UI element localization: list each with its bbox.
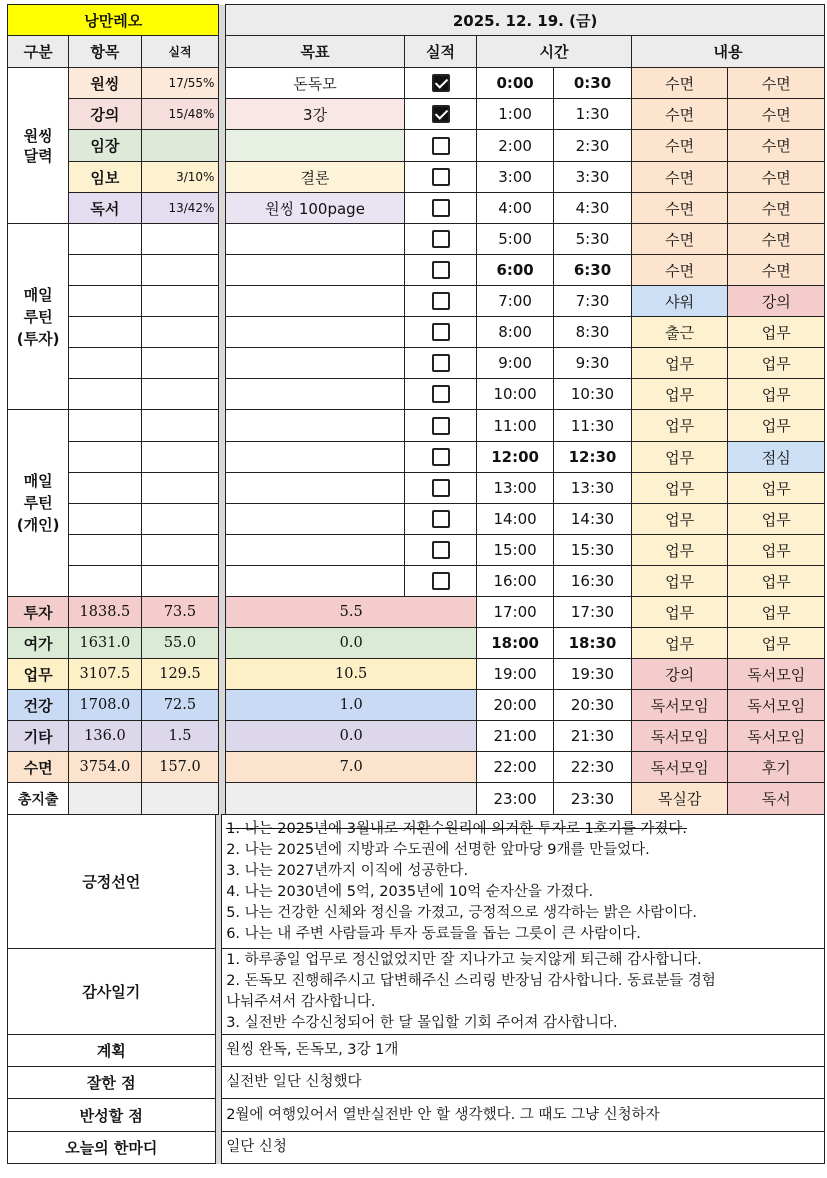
content-second-half[interactable]: 독서모임 <box>728 721 825 752</box>
content-second-half[interactable]: 후기 <box>728 752 825 783</box>
gratitude-line: 3. 실전반 수강신청되어 한 달 몰입할 기회 주어져 감사합니다. <box>226 1014 618 1031</box>
content-first-half[interactable]: 업무 <box>631 628 728 659</box>
routine-goal[interactable] <box>226 442 405 473</box>
routine-goal[interactable] <box>226 224 405 255</box>
onething-progress: 3/10% <box>141 162 219 193</box>
gratitude-line: 나눠주셔서 감사합니다. <box>226 993 376 1010</box>
planner-row <box>8 410 825 442</box>
planner-row <box>8 628 825 659</box>
time-end: 21:30 <box>554 721 632 752</box>
planner-row <box>8 752 825 783</box>
affirmation-line: 1. 나는 2025년에 3월내로 저환수원리에 의거한 투자로 1호기를 가졌다. <box>226 820 688 837</box>
checkbox-icon[interactable] <box>432 261 450 279</box>
result-checkbox-cell[interactable] <box>404 162 476 193</box>
summary-total: 1631.0 <box>69 628 141 659</box>
col-content: 내용 <box>631 36 824 68</box>
group-routine-invest: 매일 루틴 (투자) <box>8 224 69 410</box>
time-end: 1:30 <box>554 99 632 130</box>
affirmation-line: 4. 나는 2030년에 5억, 2035년에 10억 순자산을 가졌다. <box>226 883 594 900</box>
time-end: 20:30 <box>554 690 632 721</box>
col-goal: 목표 <box>226 36 405 68</box>
onething-progress: 13/42% <box>141 193 219 224</box>
onething-item: 원씽 <box>69 68 141 99</box>
content-first-half[interactable]: 수면 <box>631 130 728 162</box>
checkbox-icon[interactable] <box>432 572 450 590</box>
summary-total: 3107.5 <box>69 659 141 690</box>
result-checkbox-cell[interactable] <box>404 348 476 379</box>
result-checkbox-cell[interactable] <box>404 193 476 224</box>
checkbox-checked-icon[interactable] <box>432 105 450 123</box>
routine-item[interactable] <box>69 410 141 442</box>
col-time: 시간 <box>477 36 632 68</box>
routine-result[interactable] <box>141 317 219 348</box>
summary-today: 5.5 <box>226 597 477 628</box>
summary-label: 업무 <box>8 659 69 690</box>
content-second-half[interactable]: 수면 <box>728 193 825 224</box>
content-second-half[interactable]: 독서모임 <box>728 659 825 690</box>
content-second-half[interactable]: 업무 <box>728 535 825 566</box>
time-start: 15:00 <box>477 535 554 566</box>
checkbox-icon[interactable] <box>432 199 450 217</box>
plan-text: 원씽 완독, 돈독모, 3강 1개 <box>222 1035 825 1067</box>
affirmation-line: 3. 나는 2027년까지 이직에 성공한다. <box>226 862 469 879</box>
well-done-text: 실전반 일단 신청했다 <box>222 1067 825 1099</box>
planner-row <box>8 566 825 597</box>
routine-result[interactable] <box>141 504 219 535</box>
content-first-half[interactable]: 샤워 <box>631 286 728 317</box>
summary-hours: 1.5 <box>141 721 219 752</box>
time-start: 3:00 <box>477 162 554 193</box>
routine-item[interactable] <box>69 504 141 535</box>
time-start: 4:00 <box>477 193 554 224</box>
result-checkbox-cell[interactable] <box>404 442 476 473</box>
time-end: 23:30 <box>554 783 632 815</box>
checkbox-icon[interactable] <box>432 323 450 341</box>
time-start: 22:00 <box>477 752 554 783</box>
reflect-label: 반성할 점 <box>8 1099 216 1132</box>
planner-row <box>8 317 825 348</box>
affirmation-line: 2. 나는 2025년에 지방과 수도권에 선명한 앞마당 9개를 만들었다. <box>226 841 650 858</box>
onething-goal: 결론 <box>226 162 405 193</box>
planner-row <box>8 99 825 130</box>
content-first-half[interactable]: 업무 <box>631 504 728 535</box>
col-item: 항목 <box>69 36 141 68</box>
gratitude-line: 1. 하루종일 업무로 정신없었지만 잘 지나가고 늦지않게 퇴근해 감사합니다. <box>226 951 702 968</box>
routine-goal[interactable] <box>226 379 405 410</box>
time-start: 17:00 <box>477 597 554 628</box>
summary-hours: 55.0 <box>141 628 219 659</box>
routine-result[interactable] <box>141 410 219 442</box>
routine-goal[interactable] <box>226 348 405 379</box>
content-first-half[interactable]: 출근 <box>631 317 728 348</box>
planner-row <box>8 442 825 473</box>
planner-row <box>8 193 825 224</box>
checkbox-icon[interactable] <box>432 354 450 372</box>
routine-goal[interactable] <box>226 255 405 286</box>
time-start: 16:00 <box>477 566 554 597</box>
time-start: 10:00 <box>477 379 554 410</box>
time-end: 15:30 <box>554 535 632 566</box>
routine-result[interactable] <box>141 224 219 255</box>
time-start: 23:00 <box>477 783 554 815</box>
planner-table <box>7 4 825 815</box>
time-start: 0:00 <box>477 68 554 99</box>
result-checkbox-cell[interactable] <box>404 566 476 597</box>
time-start: 2:00 <box>477 130 554 162</box>
onething-item: 임보 <box>69 162 141 193</box>
summary-today: 0.0 <box>226 628 477 659</box>
time-start: 5:00 <box>477 224 554 255</box>
summary-label: 여가 <box>8 628 69 659</box>
col-result: 실적 <box>404 36 476 68</box>
time-start: 18:00 <box>477 628 554 659</box>
content-second-half[interactable]: 수면 <box>728 99 825 130</box>
group-routine-personal: 매일 루틴 (개인) <box>8 410 69 597</box>
routine-item[interactable] <box>69 442 141 473</box>
routine-item[interactable] <box>69 348 141 379</box>
time-start: 20:00 <box>477 690 554 721</box>
time-end: 13:30 <box>554 473 632 504</box>
content-first-half[interactable]: 목실감 <box>631 783 728 815</box>
content-first-half[interactable]: 업무 <box>631 597 728 628</box>
result-checkbox-cell[interactable] <box>404 504 476 535</box>
time-end: 3:30 <box>554 162 632 193</box>
planner-row <box>8 130 825 162</box>
summary-hours <box>141 783 219 815</box>
planner-row <box>8 659 825 690</box>
gratitude-label: 감사일기 <box>8 949 216 1035</box>
affirmations-list <box>222 815 825 949</box>
onething-progress: 15/48% <box>141 99 219 130</box>
checkbox-checked-icon[interactable] <box>432 74 450 92</box>
time-end: 11:30 <box>554 410 632 442</box>
content-first-half[interactable]: 수면 <box>631 99 728 130</box>
time-end: 0:30 <box>554 68 632 99</box>
onething-goal: 돈독모 <box>226 68 405 99</box>
time-end: 18:30 <box>554 628 632 659</box>
content-second-half[interactable]: 점심 <box>728 442 825 473</box>
routine-item[interactable] <box>69 473 141 504</box>
routine-result[interactable] <box>141 255 219 286</box>
time-end: 17:30 <box>554 597 632 628</box>
planner-title: 낭만레오 <box>8 5 219 36</box>
routine-result[interactable] <box>141 286 219 317</box>
time-end: 6:30 <box>554 255 632 286</box>
time-start: 11:00 <box>477 410 554 442</box>
content-second-half[interactable]: 업무 <box>728 410 825 442</box>
content-first-half[interactable]: 업무 <box>631 442 728 473</box>
journal-table <box>7 814 825 1164</box>
summary-today: 0.0 <box>226 721 477 752</box>
content-second-half[interactable]: 업무 <box>728 628 825 659</box>
content-first-half[interactable]: 업무 <box>631 379 728 410</box>
planner-row <box>8 473 825 504</box>
today-word-text: 일단 신청 <box>222 1132 825 1164</box>
planner-date: 2025. 12. 19. (금) <box>226 5 825 36</box>
time-start: 13:00 <box>477 473 554 504</box>
content-second-half[interactable]: 독서 <box>728 783 825 815</box>
affirmations-label: 긍정선언 <box>8 815 216 949</box>
col-result-small: 실적 <box>141 36 219 68</box>
onething-item: 임장 <box>69 130 141 162</box>
result-checkbox-cell[interactable] <box>404 68 476 99</box>
onething-goal <box>226 130 405 162</box>
time-end: 9:30 <box>554 348 632 379</box>
time-start: 12:00 <box>477 442 554 473</box>
planner-row <box>8 224 825 255</box>
content-second-half[interactable]: 업무 <box>728 504 825 535</box>
affirmation-line: 5. 나는 건강한 신체와 정신을 가졌고, 긍정적으로 생각하는 밝은 사람이다. <box>226 904 697 921</box>
gratitude-list <box>222 949 825 1035</box>
checkbox-icon[interactable] <box>432 385 450 403</box>
routine-item[interactable] <box>69 224 141 255</box>
routine-result[interactable] <box>141 566 219 597</box>
summary-label: 기타 <box>8 721 69 752</box>
onething-goal: 원씽 100page <box>226 193 405 224</box>
planner-sheet <box>7 4 825 1164</box>
time-start: 21:00 <box>477 721 554 752</box>
content-first-half[interactable]: 독서모임 <box>631 721 728 752</box>
content-second-half[interactable]: 강의 <box>728 286 825 317</box>
content-second-half[interactable]: 업무 <box>728 597 825 628</box>
time-start: 9:00 <box>477 348 554 379</box>
planner-row <box>8 504 825 535</box>
result-checkbox-cell[interactable] <box>404 130 476 162</box>
planner-row <box>8 255 825 286</box>
result-checkbox-cell[interactable] <box>404 473 476 504</box>
summary-today: 1.0 <box>226 690 477 721</box>
checkbox-icon[interactable] <box>432 479 450 497</box>
content-second-half[interactable]: 독서모임 <box>728 690 825 721</box>
summary-hours: 157.0 <box>141 752 219 783</box>
routine-result[interactable] <box>141 379 219 410</box>
routine-item[interactable] <box>69 286 141 317</box>
planner-row <box>8 721 825 752</box>
result-checkbox-cell[interactable] <box>404 286 476 317</box>
content-second-half[interactable]: 업무 <box>728 473 825 504</box>
content-first-half[interactable]: 업무 <box>631 566 728 597</box>
content-second-half[interactable]: 업무 <box>728 379 825 410</box>
onething-progress <box>141 130 219 162</box>
summary-today <box>226 783 477 815</box>
routine-item[interactable] <box>69 317 141 348</box>
onething-progress: 17/55% <box>141 68 219 99</box>
summary-label: 수면 <box>8 752 69 783</box>
group-onething: 원씽 달력 <box>8 68 69 224</box>
routine-goal[interactable] <box>226 535 405 566</box>
planner-row <box>8 286 825 317</box>
content-first-half[interactable]: 업무 <box>631 348 728 379</box>
time-end: 4:30 <box>554 193 632 224</box>
time-end: 16:30 <box>554 566 632 597</box>
planner-row <box>8 690 825 721</box>
result-checkbox-cell[interactable] <box>404 535 476 566</box>
routine-item[interactable] <box>69 255 141 286</box>
time-end: 5:30 <box>554 224 632 255</box>
content-first-half[interactable]: 독서모임 <box>631 752 728 783</box>
content-first-half[interactable]: 업무 <box>631 535 728 566</box>
summary-total: 3754.0 <box>69 752 141 783</box>
time-start: 19:00 <box>477 659 554 690</box>
planner-row <box>8 535 825 566</box>
time-start: 8:00 <box>477 317 554 348</box>
content-first-half[interactable]: 강의 <box>631 659 728 690</box>
routine-goal[interactable] <box>226 410 405 442</box>
planner-row <box>8 162 825 193</box>
summary-label: 투자 <box>8 597 69 628</box>
reflect-text: 2월에 여행있어서 열반실전반 안 할 생각했다. 그 때도 그냥 신청하자 <box>222 1099 825 1132</box>
summary-hours: 73.5 <box>141 597 219 628</box>
routine-result[interactable] <box>141 442 219 473</box>
routine-result[interactable] <box>141 348 219 379</box>
onething-item: 독서 <box>69 193 141 224</box>
today-word-label: 오늘의 한마디 <box>8 1132 216 1164</box>
content-second-half[interactable]: 수면 <box>728 255 825 286</box>
time-end: 22:30 <box>554 752 632 783</box>
gratitude-line: 2. 돈독모 진행해주시고 답변해주신 스리링 반장님 감사합니다. 동료분들 경험 <box>226 972 716 989</box>
planner-row <box>8 597 825 628</box>
summary-total <box>69 783 141 815</box>
planner-row <box>8 348 825 379</box>
summary-total: 136.0 <box>69 721 141 752</box>
routine-result[interactable] <box>141 535 219 566</box>
content-first-half[interactable]: 독서모임 <box>631 690 728 721</box>
time-end: 14:30 <box>554 504 632 535</box>
time-end: 19:30 <box>554 659 632 690</box>
onething-item: 강의 <box>69 99 141 130</box>
time-end: 2:30 <box>554 130 632 162</box>
plan-label: 계획 <box>8 1035 216 1067</box>
checkbox-icon[interactable] <box>432 137 450 155</box>
time-start: 6:00 <box>477 255 554 286</box>
content-first-half[interactable]: 수면 <box>631 224 728 255</box>
time-start: 7:00 <box>477 286 554 317</box>
summary-today: 7.0 <box>226 752 477 783</box>
routine-item[interactable] <box>69 535 141 566</box>
time-end: 10:30 <box>554 379 632 410</box>
routine-goal[interactable] <box>226 317 405 348</box>
result-checkbox-cell[interactable] <box>404 317 476 348</box>
time-end: 7:30 <box>554 286 632 317</box>
content-second-half[interactable]: 업무 <box>728 348 825 379</box>
summary-total: 1708.0 <box>69 690 141 721</box>
col-category: 구분 <box>8 36 69 68</box>
planner-row <box>8 68 825 99</box>
content-second-half[interactable]: 수면 <box>728 162 825 193</box>
content-second-half[interactable]: 수면 <box>728 224 825 255</box>
content-second-half[interactable]: 수면 <box>728 130 825 162</box>
checkbox-icon[interactable] <box>432 417 450 435</box>
content-first-half[interactable]: 업무 <box>631 410 728 442</box>
summary-today: 10.5 <box>226 659 477 690</box>
time-start: 1:00 <box>477 99 554 130</box>
content-first-half[interactable]: 수면 <box>631 68 728 99</box>
planner-row <box>8 379 825 410</box>
summary-hours: 129.5 <box>141 659 219 690</box>
well-done-label: 잘한 점 <box>8 1067 216 1099</box>
checkbox-icon[interactable] <box>432 292 450 310</box>
result-checkbox-cell[interactable] <box>404 224 476 255</box>
summary-hours: 72.5 <box>141 690 219 721</box>
routine-goal[interactable] <box>226 566 405 597</box>
checkbox-icon[interactable] <box>432 448 450 466</box>
routine-item[interactable] <box>69 379 141 410</box>
routine-result[interactable] <box>141 473 219 504</box>
checkbox-icon[interactable] <box>432 230 450 248</box>
summary-label: 건강 <box>8 690 69 721</box>
result-checkbox-cell[interactable] <box>404 379 476 410</box>
time-end: 8:30 <box>554 317 632 348</box>
content-first-half[interactable]: 수면 <box>631 193 728 224</box>
content-first-half[interactable]: 수면 <box>631 162 728 193</box>
summary-total: 1838.5 <box>69 597 141 628</box>
onething-goal: 3강 <box>226 99 405 130</box>
content-first-half[interactable]: 업무 <box>631 473 728 504</box>
affirmation-line: 6. 나는 내 주변 사람들과 투자 동료들을 돕는 그릇이 큰 사람이다. <box>226 925 641 942</box>
planner-row <box>8 783 825 815</box>
routine-goal[interactable] <box>226 473 405 504</box>
summary-label: 총지출 <box>8 783 69 815</box>
result-checkbox-cell[interactable] <box>404 99 476 130</box>
checkbox-icon[interactable] <box>432 168 450 186</box>
checkbox-icon[interactable] <box>432 541 450 559</box>
time-start: 14:00 <box>477 504 554 535</box>
content-second-half[interactable]: 수면 <box>728 68 825 99</box>
routine-item[interactable] <box>69 566 141 597</box>
result-checkbox-cell[interactable] <box>404 255 476 286</box>
routine-goal[interactable] <box>226 504 405 535</box>
content-second-half[interactable]: 업무 <box>728 317 825 348</box>
routine-goal[interactable] <box>226 286 405 317</box>
content-second-half[interactable]: 업무 <box>728 566 825 597</box>
result-checkbox-cell[interactable] <box>404 410 476 442</box>
checkbox-icon[interactable] <box>432 510 450 528</box>
content-first-half[interactable]: 수면 <box>631 255 728 286</box>
time-end: 12:30 <box>554 442 632 473</box>
